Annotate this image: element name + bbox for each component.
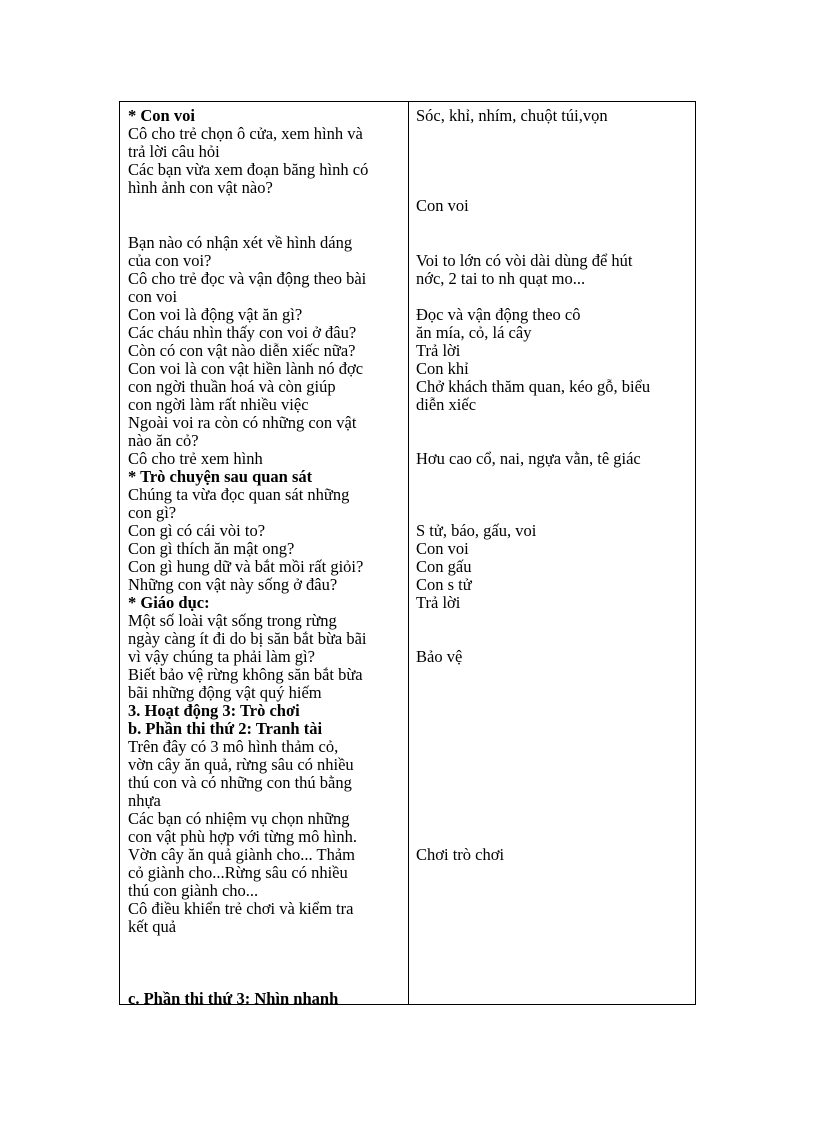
teacher-text-line: con vật phù hợp với từng mô hình. — [128, 827, 357, 846]
child-text-line: Con voi — [416, 539, 469, 558]
teacher-text-line: Chúng ta vừa đọc quan sát những — [128, 485, 350, 504]
teacher-text-line: b. Phần thi thứ 2: Tranh tài — [128, 719, 323, 738]
teacher-text-line: Con voi là con vật hiền lành nó đợc — [128, 359, 364, 378]
teacher-text-line: Các bạn vừa xem đoạn băng hình có — [128, 160, 369, 179]
teacher-text-line: Ngoài voi ra còn có những con vật — [128, 413, 357, 432]
teacher-text-line: nào ăn cỏ? — [128, 431, 199, 450]
teacher-text-line: vì vậy chúng ta phải làm gì? — [128, 647, 315, 666]
teacher-text-line: Cô cho trẻ chọn ô cửa, xem hình và — [128, 124, 363, 143]
teacher-text-line: Còn có con vật nào diễn xiếc nữa? — [128, 341, 356, 360]
teacher-text-line: Vờn cây ăn quả giành cho... Thảm — [128, 845, 355, 864]
child-text-line: Con gấu — [416, 557, 472, 576]
child-text-line: diễn xiếc — [416, 395, 477, 414]
teacher-text-line: * Con voi — [128, 106, 195, 125]
teacher-text-line: Con gì hung dữ và bắt mồi rất giỏi? — [128, 557, 364, 576]
teacher-text-line: Con voi là động vật ăn gì? — [128, 305, 303, 324]
child-text-line: Đọc và vận động theo cô — [416, 305, 581, 324]
child-text-line: ăn mía, cỏ, lá cây — [416, 323, 532, 342]
teacher-text-line: Con gì thích ăn mật ong? — [128, 539, 295, 558]
teacher-text-line: hình ảnh con vật nào? — [128, 178, 273, 197]
child-text-line: nớc, 2 tai to nh quạt mo... — [416, 269, 586, 288]
child-text-line: Voi to lớn có vòi dài dùng để hút — [416, 251, 633, 270]
teacher-text-line: c. Phần thi thứ 3: Nhìn nhanh — [128, 989, 339, 1008]
teacher-text-line: của con voi? — [128, 251, 212, 270]
child-text-line: Hơu cao cổ, nai, ngựa vằn, tê giác — [416, 449, 641, 468]
lesson-table — [119, 101, 696, 1008]
teacher-text-line: vờn cây ăn quả, rừng sâu có nhiều — [128, 755, 354, 774]
teacher-text-line: Các bạn có nhiệm vụ chọn những — [128, 809, 350, 828]
teacher-text-line: nhựa — [128, 791, 161, 810]
child-text-line: Chơi trò chơi — [416, 845, 505, 864]
teacher-text-line: Biết bảo vệ rừng không săn bắt bừa — [128, 665, 363, 684]
teacher-text-line: thú con giành cho... — [128, 881, 259, 900]
child-text-line: Bảo vệ — [416, 647, 463, 666]
teacher-text-line: Cô cho trẻ đọc và vận động theo bài — [128, 269, 367, 288]
teacher-text-line: con ngời làm rất nhiều việc — [128, 395, 309, 414]
child-text-line: S tử, báo, gấu, voi — [416, 521, 537, 540]
teacher-text-line: Cô cho trẻ xem hình — [128, 449, 263, 468]
teacher-text-line: Con gì có cái vòi to? — [128, 521, 266, 540]
child-text-line: Con s tử — [416, 575, 472, 594]
child-text-line: Con voi — [416, 196, 469, 215]
teacher-text-line: * Trò chuyện sau quan sát — [128, 467, 313, 486]
teacher-text-line: Bạn nào có nhận xét về hình dáng — [128, 233, 353, 252]
teacher-text-line: Một số loài vật sống trong rừng — [128, 611, 337, 630]
column-divider — [408, 102, 409, 1004]
teacher-text-line: 3. Hoạt động 3: Trò chơi — [128, 701, 300, 720]
teacher-text-line: kết quả — [128, 917, 177, 936]
teacher-text-line: * Giáo dục: — [128, 593, 210, 612]
teacher-text-line: bãi những động vật quý hiếm — [128, 683, 322, 702]
child-text-line: Trả lời — [416, 341, 461, 360]
teacher-text-line: Cô điều khiển trẻ chơi và kiểm tra — [128, 899, 354, 918]
teacher-text-line: cỏ giành cho...Rừng sâu có nhiều — [128, 863, 348, 882]
teacher-text-line: Những con vật này sống ở đâu? — [128, 575, 338, 594]
teacher-text-line: con voi — [128, 287, 178, 306]
teacher-text-line: con gì? — [128, 503, 177, 522]
child-text-line: Trả lời — [416, 593, 461, 612]
teacher-text-line: con ngời thuần hoá và còn giúp — [128, 377, 336, 396]
teacher-text-line: thú con và có những con thú bằng — [128, 773, 352, 792]
teacher-text-line: trả lời câu hỏi — [128, 142, 220, 161]
teacher-text-line: ngày càng ít đi do bị săn bắt bừa bãi — [128, 629, 367, 648]
teacher-text-line: Các cháu nhìn thấy con voi ở đâu? — [128, 323, 357, 342]
child-text-line: Chở khách thăm quan, kéo gỗ, biểu — [416, 377, 651, 396]
child-text-line: Sóc, khỉ, nhím, chuột túi,vọn — [416, 106, 608, 125]
teacher-text-line: Trên đây có 3 mô hình thảm cỏ, — [128, 737, 339, 756]
child-text-line: Con khỉ — [416, 359, 469, 378]
